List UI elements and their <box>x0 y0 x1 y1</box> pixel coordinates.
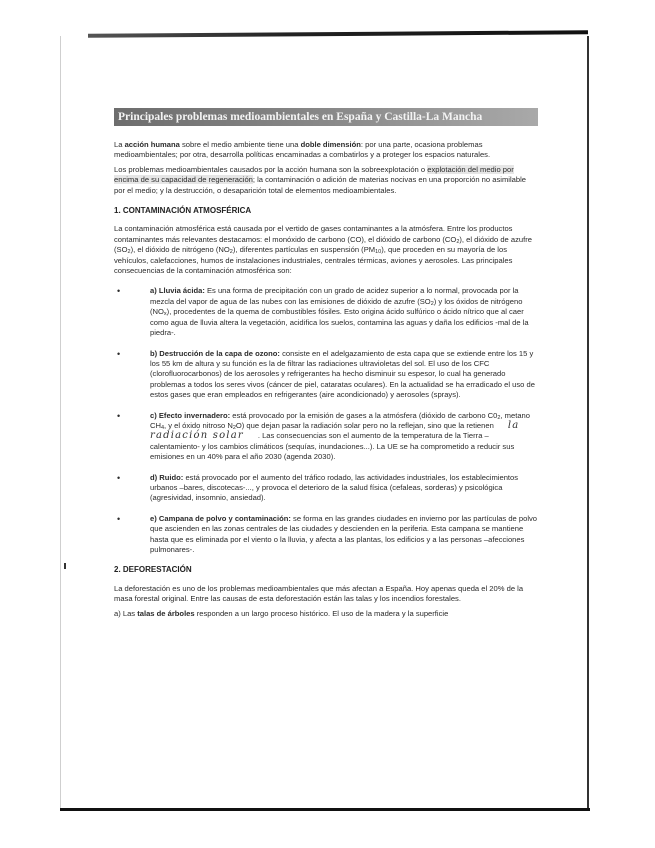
list-item-acid-rain: • a) Lluvia ácida: Es una forma de precipitación con un grado de acidez superior a lo normal, provocada por la mezcla del vapor de agua de las nubes con las emisiones de dióxido de azufre $(SO_2)$ y los óxidos de nitrógeno $(NO_x)$, procedentes de la quema de combustibles fósiles. Esto origina ácido sulfúrico o ácido nítrico que al caer como agua de lluvia altera la vegetación, acidifica los suelos, contamina las aguas y daña los edificios -mal de la piedra-. <box>117 286 529 338</box>
intro-paragraph-2: Los problemas medioambientales causados por la acción humana son la sobreexplotación o explotación del medio por encima de su capacidad de regeneración; la contaminación o adición de materias nocivas en una proporción no asimilable por el medio; y la destrucción, o desaparición total de elementos medioambientales. <box>114 164 527 195</box>
margin-mark <box>64 563 66 569</box>
bullet-icon: • <box>117 513 121 524</box>
scan-edge-top <box>88 30 588 37</box>
handwritten-annotation: la radiación solar <box>150 419 520 442</box>
bullet-icon: • <box>117 348 121 359</box>
section-heading-1: 1. CONTAMINACIÓN ATMOSFÉRICA <box>114 206 252 216</box>
scan-edge-bottom <box>60 808 590 811</box>
bullet-icon: • <box>117 286 121 297</box>
consequences-list <box>114 286 538 555</box>
section2-paragraph-1: La deforestación es uno de los problemas medioambientales que más afectan a España. Hoy apenas queda el 20% de la masa forestal original. Entre las causas de esta deforestación están las talas y los incendios forestales. <box>114 583 524 604</box>
bullet-icon: • <box>117 472 121 483</box>
scan-edge-left <box>60 36 61 808</box>
bullet-icon: • <box>117 410 121 421</box>
list-item-greenhouse: • c) Efecto invernadero: está provocado por la emisión de gases a la atmósfera (dióxido de carbono $C0_2$, metano $CH_4$, y el óxido nitroso $N_2O$) que dejan pasar la radiación solar pero no la reflejan, sino que la retienen la radiación solar . Las consecuencias son el aumento de la temperatura de la Tierra –calentamiento- y los cambios climáticos (sequías, inundaciones...). La UE se ha comprometido a reducir sus emisiones en un 40% para el año 2030 (agenda 2030). <box>117 410 531 462</box>
list-item-ozone: • b) Destrucción de la capa de ozono: consiste en el adelgazamiento de esta capa que se extiende entre los 15 y los 55 km de altura y su función es la de filtrar las radiaciones ultravioletas del sol. El uso de los CFC (clorofluorocarbonos) de los aerosoles y refrigerantes ha hecho disminuir su espesor, lo cual ha generado problemas a todos los seres vivos (cáncer de piel, cataratas oculares). En la actualidad se ha erradicado el uso de estos gases que eran empleados en refrigerantes (aire acondicionado) y aerosoles (sprays). <box>117 348 535 400</box>
section1-paragraph: La contaminación atmosférica está causada por el vertido de gases contaminantes a la atmósfera. Entre los productos contaminantes más relevantes destacamos: el monóxido de carbono (CO), el dióxido de carbono $(CO_2)$, el dióxido de azufre $(SO_2)$, el dióxido de nitrógeno $(NO_2)$, diferentes partículas en suspensión $(PM_{10})$, que proceden en su mayoría de los vehículos, calefacciones, humos de instalaciones industriales, centrales térmicas, aviones y aerosoles. Las principales consecuencias de la contaminación atmosférica son: <box>114 224 532 276</box>
section2-paragraph-2: a) Las talas de árboles responden a un largo proceso histórico. El uso de la madera y la superficie <box>114 608 449 618</box>
highlighted-text: explotación del medio por encima de su capacidad de regeneración <box>114 164 514 185</box>
list-item-dust-dome: • e) Campana de polvo y contaminación: se forma en las grandes ciudades en invierno por las partículas de polvo que ascienden en las zonas centrales de las ciudades y descienden en la periferia. Esta campana se mantiene hasta que es eliminada por el viento o la lluvia, y afecta a las plantas, los edificios y a las personas –afecciones pulmonares-. <box>117 513 538 554</box>
document-page <box>114 108 538 623</box>
list-item-noise: • d) Ruido: está provocado por el aumento del tráfico rodado, las actividades industriales, los establecimientos urbanos –bares, discotecas-..., y provoca el deterioro de la salud física (cefaleas, sorderas) y psicológica (agresividad, insomnio, ansiedad). <box>117 472 519 503</box>
section-heading-2: 2. DEFORESTACIÓN <box>114 565 192 575</box>
document-title: Principales problemas medioambientales en España y Castilla-La Mancha <box>114 108 538 126</box>
intro-paragraph-1: La acción humana sobre el medio ambiente tiene una doble dimensión: por una parte, ocasiona problemas medioambientales; por otra, desarrolla políticas encaminadas a combatirlos y a proteger los espacios naturales. <box>114 140 491 160</box>
scan-edge-right <box>587 36 589 808</box>
